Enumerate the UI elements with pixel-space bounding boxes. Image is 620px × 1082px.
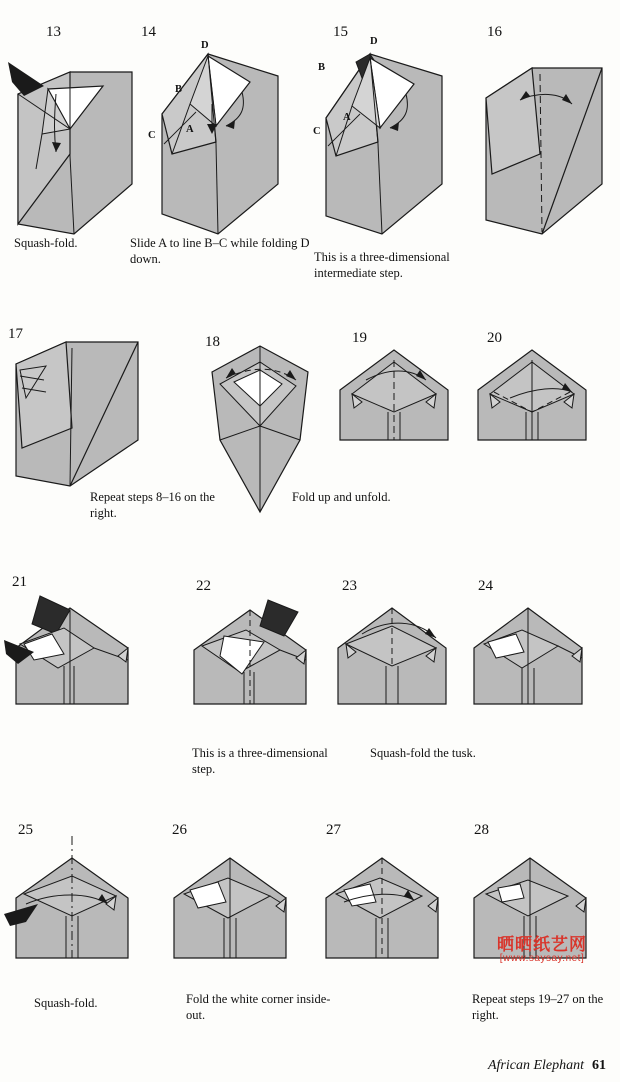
step-number-18: 18 — [205, 334, 220, 350]
figure-step-19 — [330, 340, 460, 470]
figure-step-26 — [162, 832, 312, 982]
figure-step-24 — [462, 586, 612, 731]
label-b-step-14: B — [175, 84, 183, 95]
figure-step-13 — [8, 34, 138, 234]
caption-step-15: This is a three-dimensional intermediate step. — [314, 250, 450, 280]
caption-step-14: Slide A to line B–C while folding D down. — [130, 236, 310, 266]
step-number-14: 14 — [141, 24, 156, 40]
label-a-step-14: A — [186, 124, 194, 135]
step-number-21: 21 — [12, 574, 27, 590]
figure-step-14 — [150, 34, 290, 234]
label-b-step-15: B — [318, 62, 326, 73]
figure-step-22 — [180, 586, 330, 731]
step-number-22: 22 — [196, 578, 211, 594]
figure-step-28 — [462, 832, 612, 982]
watermark-main-text: 晒晒纸艺网 — [497, 935, 587, 954]
step-number-27: 27 — [326, 822, 341, 838]
figure-step-23 — [326, 586, 466, 731]
step-number-15: 15 — [333, 24, 348, 40]
watermark-sub-text: [www.saysay.net] — [499, 953, 585, 964]
figure-step-17 — [6, 336, 146, 496]
label-c-step-14: C — [148, 130, 156, 141]
page-footer — [488, 1058, 606, 1074]
figure-step-20 — [468, 340, 598, 470]
step-number-25: 25 — [18, 822, 33, 838]
caption-step-23: Squash-fold the tusk. — [370, 746, 476, 760]
caption-step-19: Fold up and unfold. — [292, 490, 391, 504]
step-number-19: 19 — [352, 330, 367, 346]
caption-step-26: Fold the white corner inside-out. — [186, 992, 331, 1022]
label-d-step-14: D — [201, 40, 209, 51]
step-number-16: 16 — [487, 24, 502, 40]
figure-step-25 — [4, 832, 154, 982]
step-number-28: 28 — [474, 822, 489, 838]
step-number-26: 26 — [172, 822, 187, 838]
caption-step-25: Squash-fold. — [34, 996, 98, 1010]
step-number-23: 23 — [342, 578, 357, 594]
step-number-13: 13 — [46, 24, 61, 40]
caption-step-13: Squash-fold. — [14, 236, 78, 250]
caption-step-18: Repeat steps 8–16 on the right. — [90, 490, 215, 520]
figure-step-21 — [4, 586, 154, 731]
figure-step-15 — [310, 34, 460, 234]
label-d-step-15: D — [370, 36, 378, 47]
label-c-step-15: C — [313, 126, 321, 137]
page-number: 61 — [592, 1058, 606, 1073]
figure-step-27 — [314, 832, 464, 982]
label-a-step-15: A — [343, 112, 351, 123]
step-number-20: 20 — [487, 330, 502, 346]
model-title: African Elephant — [487, 1058, 584, 1073]
figure-step-16 — [476, 34, 616, 234]
step-number-24: 24 — [478, 578, 493, 594]
step-number-17: 17 — [8, 326, 23, 342]
caption-step-28: Repeat steps 19–27 on the right. — [472, 992, 604, 1022]
caption-step-22: This is a three-dimensional step. — [192, 746, 328, 776]
